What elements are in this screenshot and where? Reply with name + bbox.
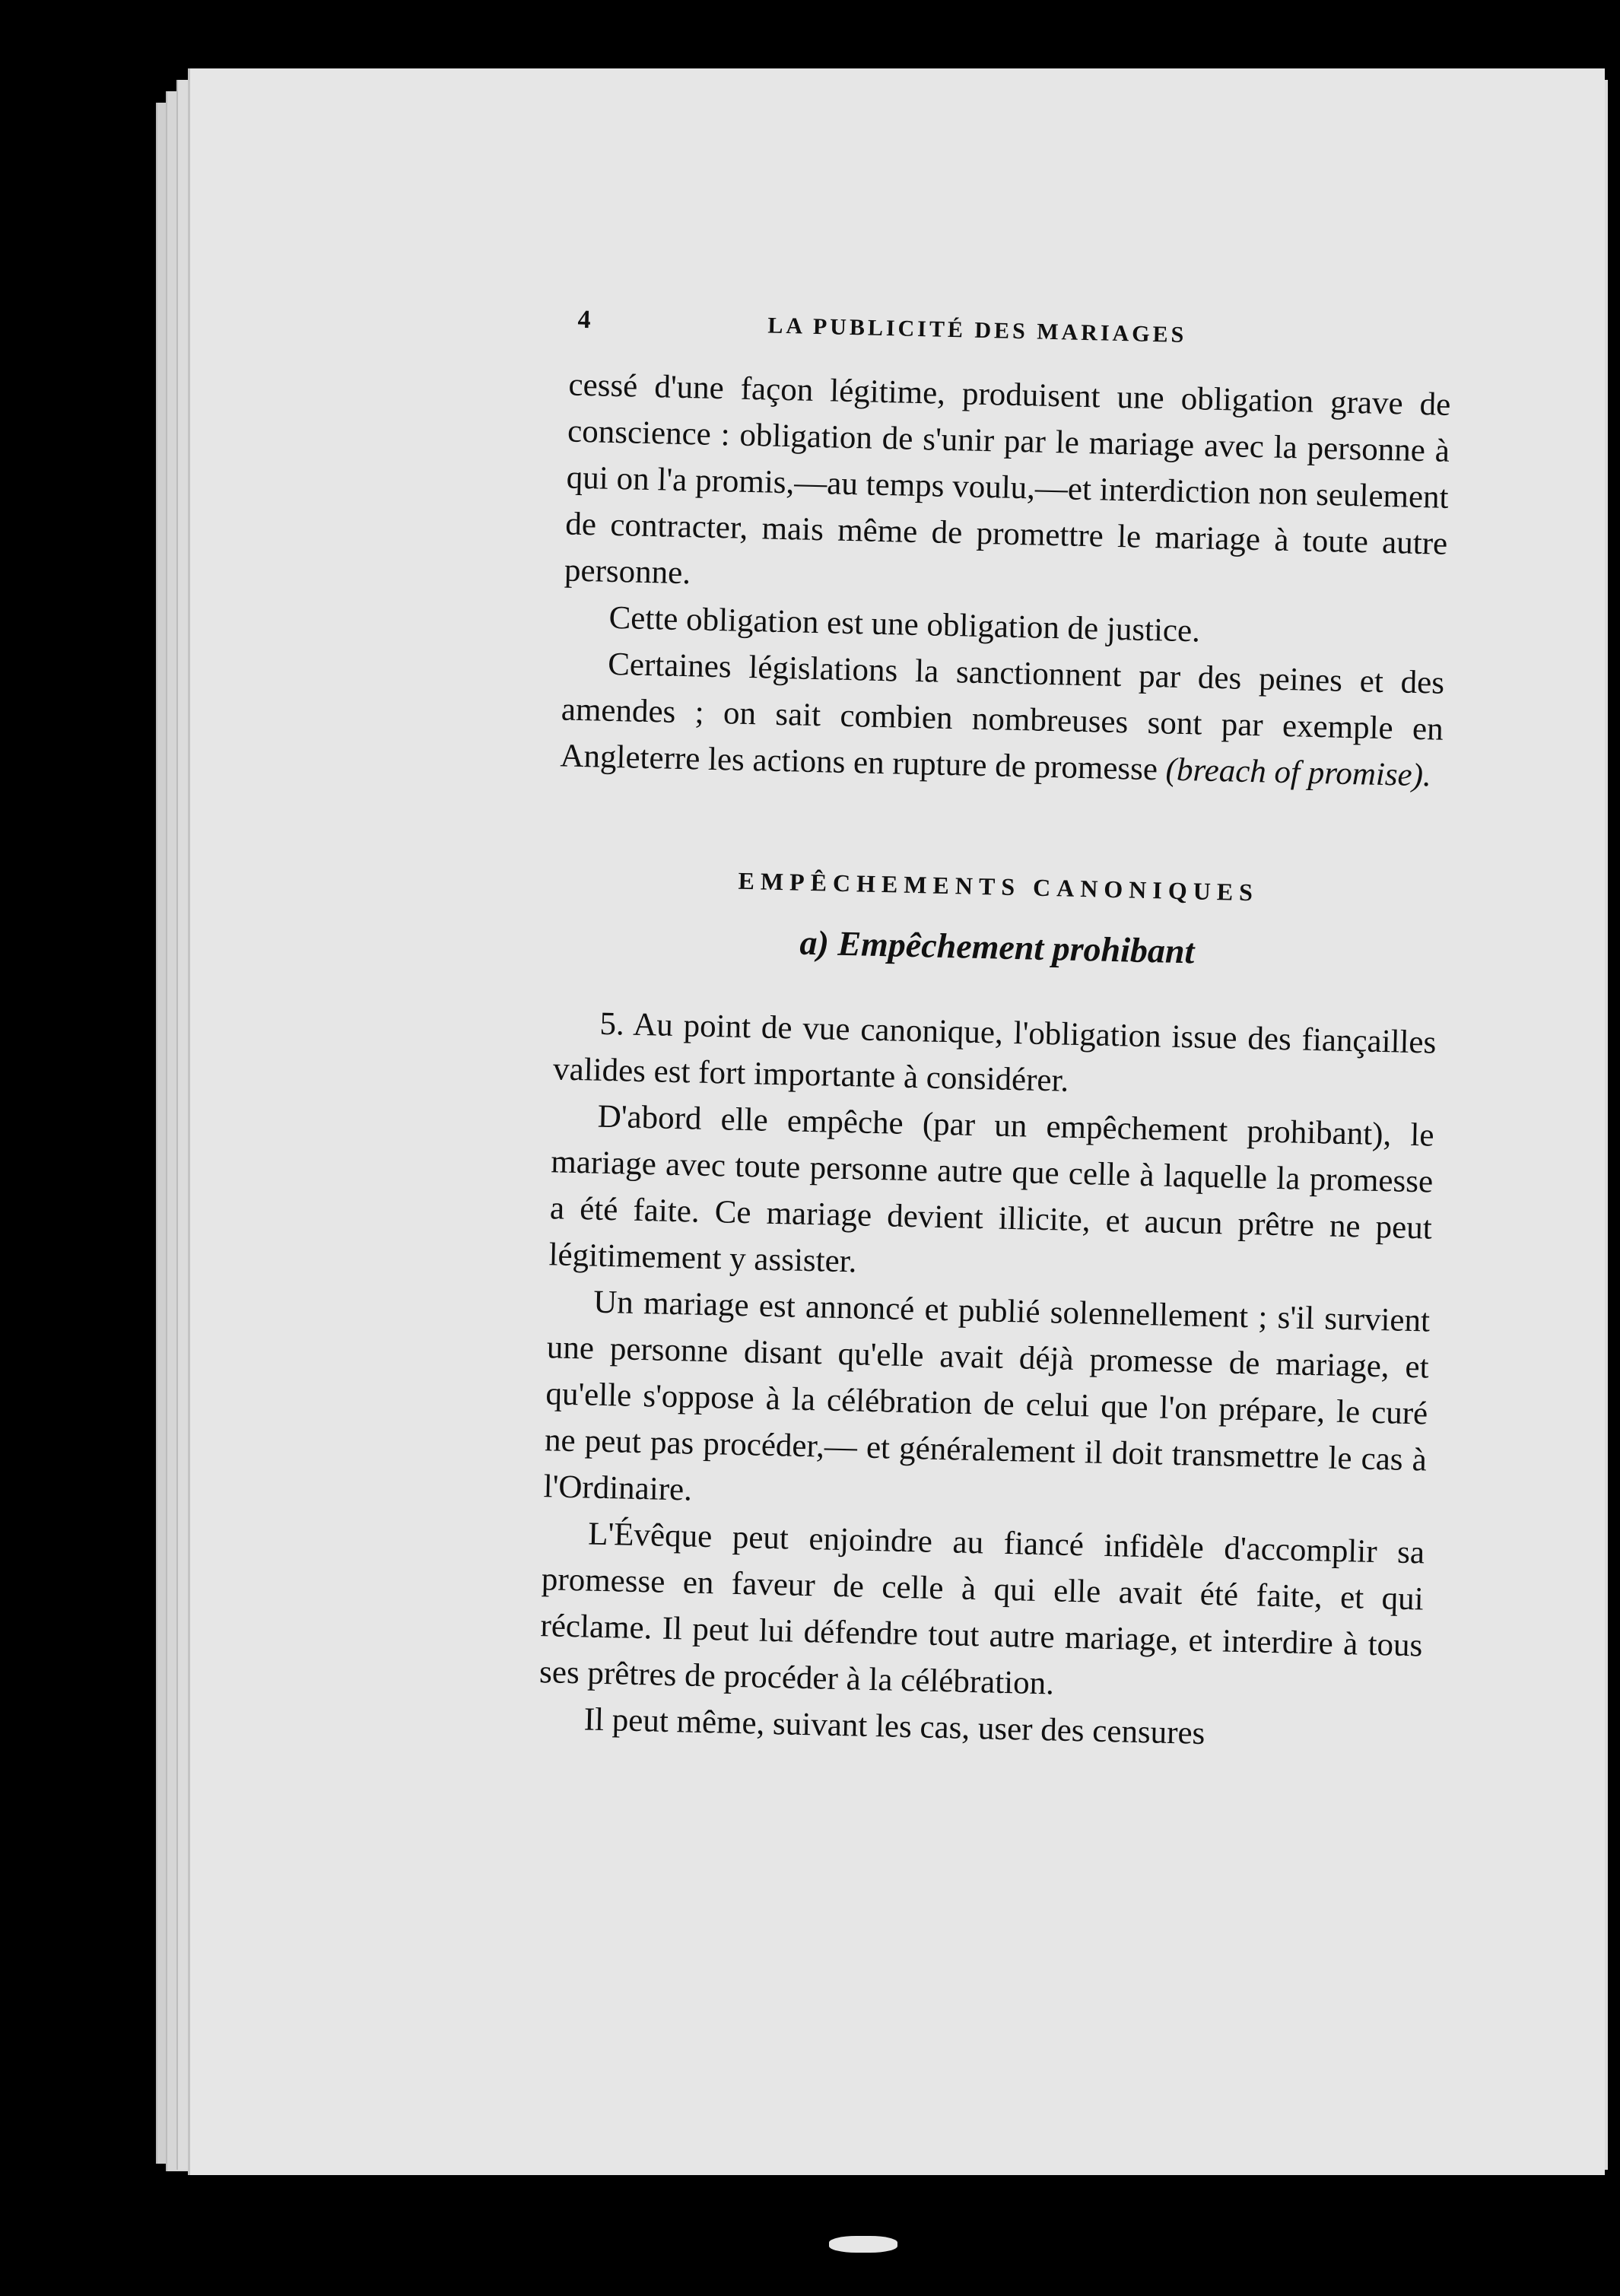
breach-of-promise-phrase: (breach of promise).	[1165, 751, 1432, 794]
paragraph: Il peut même, suivant les cas, user des censures	[583, 1701, 1205, 1751]
body-text-top	[507, 360, 1451, 799]
page-number: 4	[577, 305, 591, 335]
paragraph	[560, 640, 1445, 799]
paragraph: Un mariage est annoncé et publié solennellement ; s'il survient une personne disant qu'elle avait déjà promesse de mariage, et qu'elle s'oppose à la célébration de celui que l'on prépare, le curé ne peut pas procéder,— et généralement il doit transmettre le cas à l'Ordinaire.	[543, 1284, 1431, 1508]
section-heading: EMPÊCHEMENTS CANONIQUES	[738, 866, 1259, 907]
paragraph: D'abord elle empêche (par un empêchement prohibant), le mariage avec toute personne autre que celle à laquelle la promesse a été faite. Ce mariage devient illicite, et aucun prêtre ne peut légitimement y assister.	[548, 1098, 1435, 1280]
paragraph: Cette obligation est une obligation de justice.	[608, 599, 1201, 649]
subheading: a) Empêchement prohibant	[799, 923, 1195, 971]
page-content	[484, 304, 1453, 1761]
paragraph-text: Certaines législations la sanctionnent par des peines et des amendes ; on sait combien nombreuses sont par exemple en Angleterre les actions en rupture de promesse	[560, 646, 1445, 788]
paragraph: cessé d'une façon légitime, produisent une obligation grave de conscience : obligation de s'unir par le mariage avec la personne à qui on l'a promis,—au temps voulu,—et interdiction non seulement de contracter, mais même de promettre le mariage à toute autre personne.	[564, 367, 1451, 592]
paragraph: 5. Au point de vue canonique, l'obligation issue des fiançailles valides est fort importante à considérer.	[552, 1005, 1437, 1099]
scan-artifact	[829, 2236, 897, 2253]
body-text-bottom	[484, 999, 1437, 1762]
paragraph: L'Évêque peut enjoindre au fiancé infidèle d'accomplir sa promesse en faveur de celle à qui elle avait été faite, et qui réclame. Il peut lui défendre tout autre mariage, et interdire à tous ses prêtres de procéder à la célébration.	[538, 1516, 1425, 1702]
running-title: LA PUBLICITÉ DES MARIAGES	[767, 313, 1187, 348]
